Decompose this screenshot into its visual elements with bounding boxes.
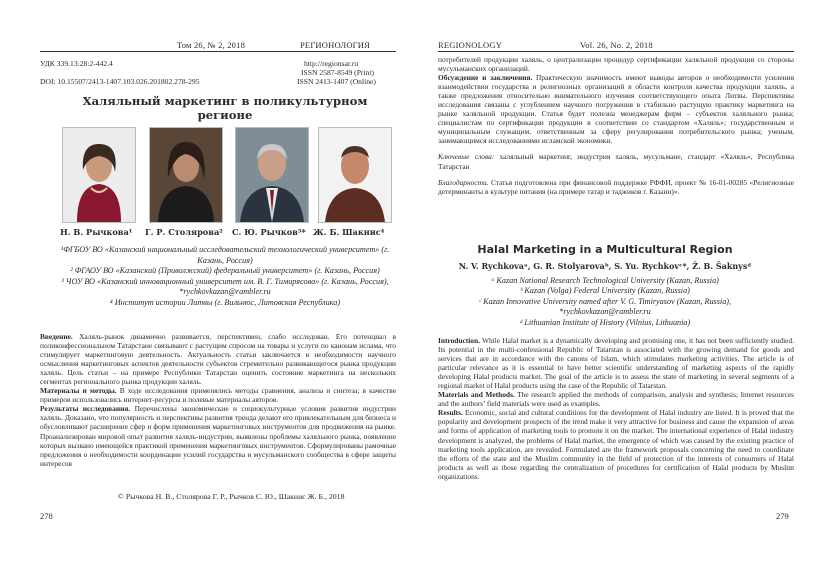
header-rule [40, 51, 396, 52]
discussion-text: Практическую значимость имеют выводы авторов о необходимости усиления взаимодействия государства и религиозных организаций в области контроля качества продукции халяль, а также предложения относительно внимательного изучения соответствующего опыта Литвы. Перспективы исследования связаны с углублением научного погружения в стабильно растущую практику маркетинга на рынке халяльной продукции. Статья будет полезна менеджерам фирм – субъектов халяльного рынка; специалистам по сертификации продукции в соответствии со стандартом «Халяль»; государственным и муниципальным служащим, ответственным за сферу регулирования потребительского рынка; ученым, занимающимся исследованиями исламской экономики. [438, 73, 795, 146]
continued-text: потребителей продукции халяль, о централизации процедур сертификации халяльной продукции со стороны мусульманских организаций. [438, 55, 794, 74]
discussion-label: Обсуждение и заключения. [438, 73, 533, 83]
affiliation-4: ⁴ Институт истории Литвы (г. Вильнюс, Литовская Республика) [109, 297, 341, 307]
article-title-en: Halal Marketing in a Multicultural Region [477, 243, 733, 256]
journal-url[interactable]: http://regionsar.ru [304, 59, 359, 68]
intro-label: Введение. [40, 332, 73, 341]
en-affiliation-3: ᶜ Kazan Innovative University named after V. G. Timiryasov (Kazan, Russia), [478, 296, 732, 306]
page-number-left: 278 [40, 511, 53, 521]
author-name-4: Ж. Б. Шакнис⁴ [313, 227, 385, 237]
copyright: © Рычкова Н. В., Столярова Г. Р., Рычков С. Ю., Шакнис Ж. Б., 2018 [118, 492, 345, 501]
keywords-label: Ключевые слова: [438, 152, 495, 162]
issn-print: ISSN 2587-8549 (Print) [301, 68, 374, 77]
methods-label: Материалы и методы. [40, 386, 117, 396]
author-photo-rychkova [62, 127, 136, 223]
author-photo-stolyarova [149, 127, 223, 223]
en-methods-text: The research applied the methods of comparison, analysis and synthesis; Internet resources and the authors’ field materials were used as examples. [438, 390, 795, 409]
author-name-2: Г. Р. Столярова² [145, 227, 223, 237]
en-intro-label: Introduction. [438, 336, 480, 345]
affiliations-ru [60, 245, 390, 309]
results-text: Перечислены экономические и социокультурные условия развития индустрии халяль. Доказано, что популярность и перспективы развития тренда делают его привлекательным для бизнеса и обусловливают расширение сфер и форм применения маркетинговых инструментов для продвижения на рынке. Проанализирован мировой опыт развития халяль-индустрии, выявлены проблемы халяльного рынка, появление которых вызвано имеющейся практикой применения маркетинговых инструментов. Сформулированы рамочные предложения о необходимости координации усилий государства и мусульманского сообщества в сфере защиты интересов [40, 404, 396, 468]
author-email[interactable]: *rychkovkazan@rambler.ru [179, 287, 271, 297]
en-affiliation-2: ᵇ Kazan (Volga) Federal University (Kazan, Russia) [520, 286, 690, 296]
thanks-text: Статья подготовлена при финансовой поддержке РФФИ, проект № 16-01-00285 «Религиозные детерминанты в культуре питания (на примере татар и таджиков г. Казани)». [438, 177, 794, 196]
affiliations-en [440, 276, 770, 328]
abstract-ru-continued [438, 55, 794, 196]
issn-online: ISSN 2413-1407 (Online) [297, 77, 376, 86]
authors-en: N. V. Rychkovaᵃ, G. R. Stolyarovaᵇ, S. Yu. Rychkovᶜ*, Ž. B. Šaknysᵈ [458, 261, 752, 271]
en-affiliation-1: ᵃ Kazan National Research Technological University (Kazan, Russia) [491, 276, 719, 285]
author-name-3: С. Ю. Рычков³* [232, 227, 306, 237]
author-photo-rychkov [235, 127, 309, 223]
journal-name-en: REGIONOLOGY [438, 40, 503, 50]
abstract-ru [40, 332, 396, 468]
intro-text: Халяль-рынок динамично развивается, перспективен, слабо исследован. Его потенциал в поликонфессиональном Татарстане связывают с растущим спросом на товары и услуги по канонам ислама, что стимулирует маркетинговую деятельность. Актуальность статьи заключается в необходимости научного осмысления маркетинговых аспектов деятельности субъектов стремительно развивающегося рынка продукции халяль. Цель статьи – на примере Республики Татарстан оценить состояние маркетинга на нескольких сегментах регионального рынка продукции халяль. [40, 332, 396, 387]
en-results-text: Economic, social and cultural conditions for the development of Halal industry are listed. It is proved that the popularity and development prospects of the trend make it very attractive for business and cause the expansion of areas and forms of application of marketing tools to promote it on the market. The international experience of Halal industry development is analyzed, the problems of Halal market, the emergence of which was caused by the existing practice of marketing tools application, are revealed. Formulated are the framework proposals concerning the need to coordinate the efforts of the state and the Muslim community in the field of protection of the interests of consumers of Halal products as well as those regarding the centralization of procedures for certification of Halal products by Muslim organizations. [438, 408, 794, 481]
journal-volume: Том 26, № 2, 2018 [177, 40, 246, 50]
affiliation-2: ² ФГАОУ ВО «Казанский (Приволжский) федеральный университет» (г. Казань, Россия) [70, 266, 380, 276]
doi: DOI: 10.15507/2413-1407.103.026.201802.278-295 [40, 77, 200, 86]
article-title-ru: Халяльный маркетинг в поликультурном регионе [82, 94, 368, 122]
keywords-text: халяльный маркетинг, индустрия халяль, мусульмане, стандарт «Халяль», Республика Татарстан [438, 152, 794, 171]
udc: УДК 339.13:28:2-442.4 [40, 59, 113, 68]
affiliation-1: ¹ФГБОУ ВО «Казанский национальный исследовательский технологический университет» (г. Казань, Россия) [60, 245, 390, 265]
en-author-email[interactable]: *rychkovkazan@rambler.ru [559, 307, 651, 317]
abstract-en [438, 336, 794, 481]
author-photo-shaknis [318, 127, 392, 223]
page-number-right: 279 [776, 511, 789, 521]
en-results-label: Results. [438, 408, 463, 418]
en-methods-label: Materials and Methods. [438, 390, 515, 400]
journal-name: РЕГИОНОЛОГИЯ [300, 40, 370, 50]
affiliation-3: ³ ЧОУ ВО «Казанский инновационный университет им. В. Г. Тимирясова» (г. Казань, Россия), [61, 276, 389, 286]
methods-text: В ходе исследования применялись методы сравнения, анализа и синтеза; в качестве примеров использовались интернет-ресурсы и полевые материалы авторов. [40, 386, 396, 405]
header-rule-right [438, 51, 794, 52]
thanks-label: Благодарности. [438, 177, 489, 187]
results-label: Результаты исследования. [40, 404, 131, 414]
en-intro-text: While Halal market is a dynamically developing and promising one, it has not been sufficiently studied. Its potential in the multi-confessional Republic of Tatarstan is associated with the growing demand for goods and services that are in accordance with the canons of Islam, which stimulates marketing activities. The article is of particular relevance as it is essential to have better scientific understanding of marketing aspects of the rapidly developing Halal products market. The goal of the article is to assess the state of marketing in several segments of a regional market of Halal products using the case of the Republic of Tatarstan. [438, 336, 794, 391]
en-affiliation-4: ᵈ Lithuanian Institute of History (Vilnius, Lithuania) [519, 317, 691, 327]
author-name-1: Н. В. Рычкова¹ [60, 227, 133, 237]
journal-volume-en: Vol. 26, No. 2, 2018 [580, 40, 653, 50]
